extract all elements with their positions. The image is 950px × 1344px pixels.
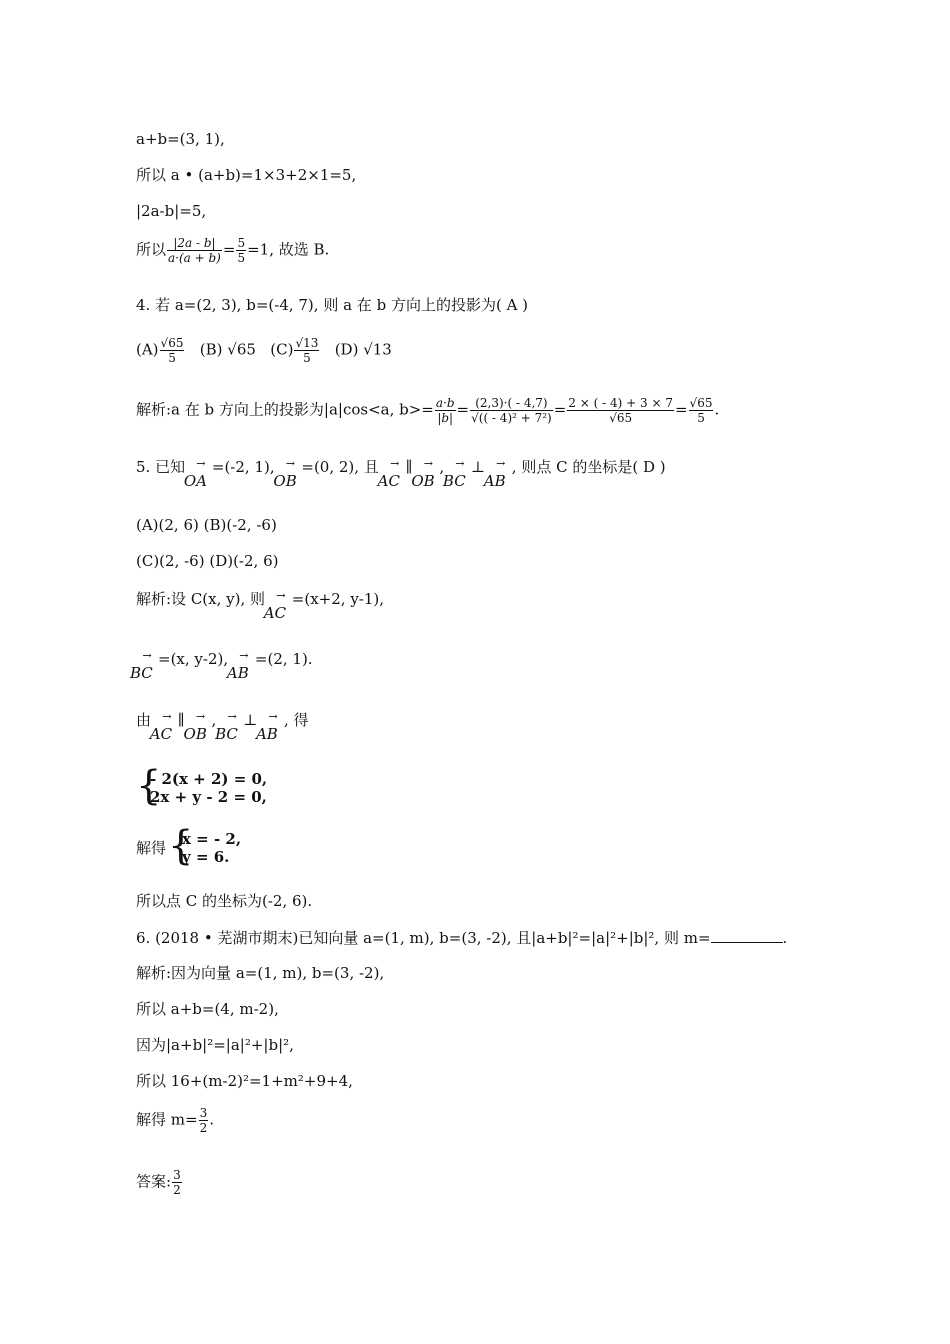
brace-icon: {: [168, 823, 194, 869]
system2-eq2: y = 6.: [182, 848, 230, 866]
vector-BC: → BC: [442, 457, 466, 490]
vector-AB-sol3: → AB: [255, 710, 278, 743]
line-norm: |2a-b|=5,: [136, 202, 207, 220]
opt-b-value: √65: [227, 340, 256, 359]
q5-sol3-prefix: 由: [136, 711, 152, 729]
system1-eq2: 2x + y - 2 = 0,: [150, 788, 267, 806]
system2-prefix: 解得: [136, 839, 167, 857]
answer-fraction: [172, 1168, 182, 1197]
vector-AC-sol: → AC: [263, 589, 287, 622]
opt-a-num: √65: [160, 336, 184, 350]
answer-prefix: 答案:: [136, 1172, 172, 1191]
q4-f3-den: √65: [609, 411, 633, 425]
q6-period: .: [782, 929, 788, 947]
question-4: 4. 若 a=(2, 3), b=(-4, 7), 则 a 在 b 方向上的投影为( A ): [136, 296, 529, 314]
opt-a-den: 5: [168, 351, 176, 365]
q4-f4-num: √65: [689, 396, 713, 410]
q4-frac-3: [567, 396, 674, 425]
answer-num: 3: [173, 1168, 181, 1182]
opt-c-num: √13: [295, 336, 319, 350]
opt-c-den: 5: [303, 351, 311, 365]
opt-a-label: (A): [136, 340, 159, 359]
vector-BC-sol: → BC: [130, 649, 153, 682]
system2-eq1: x = - 2,: [182, 830, 242, 848]
vector-AC: → AC: [377, 457, 400, 490]
q4-f2-num: (2,3)·( - 4,7): [470, 396, 553, 411]
q6-solution-1: 解析:因为向量 a=(1, m), b=(3, -2),: [136, 964, 385, 982]
q5-sol2-ab: =(2, 1).: [254, 650, 313, 668]
q5-oa-value: =(-2, 1),: [211, 458, 275, 476]
opt-d-value: √13: [363, 340, 392, 359]
vector-OB: → OB: [273, 457, 297, 490]
vector-BC-sol3: → BC: [215, 710, 238, 743]
q5-sol3-comma: ,: [211, 711, 217, 729]
q5-solution-2: [130, 649, 313, 682]
question-5-options-1: (A)(2, 6) (B)(-2, -6): [136, 516, 277, 534]
q4-f4-den: 5: [697, 411, 705, 425]
vector-AB: → AB: [483, 457, 506, 490]
ratio-num2: 5: [237, 236, 246, 250]
equation-system-2: [136, 823, 336, 870]
vector-OB-sol3: → OB: [183, 710, 207, 743]
question-5-options-2: (C)(2, -6) (D)(-2, 6): [136, 552, 279, 570]
ratio-eq: =: [222, 240, 236, 259]
q4-f1-den: |b|: [437, 411, 454, 425]
q6-solution-4: 所以 16+(m-2)²=1+m²+9+4,: [136, 1072, 353, 1090]
ratio-den2: 5: [237, 251, 246, 265]
q6-text: 6. (2018 • 芜湖市期末)已知向量 a=(1, m), b=(3, -2), 且|a+b|²=|a|²+|b|², 则 m=: [136, 929, 711, 947]
opt-c-fraction: [294, 336, 319, 365]
question-4-options: [136, 336, 392, 365]
vector-OB-2: → OB: [411, 457, 435, 490]
q5-sol1-prefix: 解析:设 C(x, y), 则: [136, 590, 266, 608]
question-4-solution: 解析:a 在 b 方向上的投影为|a|cos<a, b>= $\frac{a\cdot b}{|b|}$ = $\frac{(2,3)\cdot( - 4,7)}{\text{√(( - 4)² + 7²)}}$ = $\frac{2 \times ( - 4) + 3 \times 7}{√65}$ = $\frac{√65}{5}$ .: [136, 396, 720, 425]
q5-parallel: ∥: [405, 458, 413, 476]
q5-suffix: , 则点 C 的坐标是( D ): [511, 458, 666, 476]
q5-prefix: 5. 已知: [136, 458, 186, 476]
q4-f1-num: a·b: [435, 396, 455, 410]
line-a-plus-b: a+b=(3, 1),: [136, 130, 225, 148]
q5-sol3-parallel: ∥: [177, 711, 185, 729]
q6-solution-3: 因为|a+b|²=|a|²+|b|²,: [136, 1036, 294, 1054]
question-5: [136, 457, 666, 490]
question-6: [136, 928, 787, 947]
line-dot-product: 所以 a • (a+b)=1×3+2×1=5,: [136, 166, 357, 184]
q5-sol3-suffix: , 得: [283, 711, 309, 729]
answer-blank: [711, 928, 783, 943]
q4-solution-prefix: 解析:a 在 b 方向上的投影为|a|cos<a, b>=: [136, 400, 434, 419]
vector-AB-sol: → AB: [226, 649, 249, 682]
ratio-fraction: [167, 236, 222, 265]
q4-frac-4: [689, 396, 714, 425]
q4-frac-1: [435, 396, 456, 425]
q6-s5-den: 2: [199, 1121, 208, 1135]
q5-conclusion: 所以点 C 的坐标为(-2, 6).: [136, 892, 313, 910]
vector-OA: → OA: [183, 457, 208, 490]
opt-a-fraction: [160, 336, 185, 365]
q5-sol2-bc: =(x, y-2),: [158, 650, 229, 668]
q6-s5-prefix: 解得 m=: [136, 1110, 198, 1129]
system1-eq1: - 2(x + 2) = 0,: [150, 770, 268, 788]
equation-system-1: [136, 763, 336, 810]
ratio-prefix: 所以: [136, 240, 167, 259]
opt-d-label: (D): [334, 340, 359, 359]
answer-line: [136, 1168, 183, 1197]
q4-frac-2: [470, 396, 553, 425]
q5-comma: ,: [439, 458, 445, 476]
answer-den: 2: [173, 1183, 181, 1197]
q5-sol3-perp: ⊥: [243, 711, 258, 729]
ratio-denominator: a·(a + b): [168, 251, 221, 265]
opt-b-label: (B): [199, 340, 223, 359]
ratio-numerator: |2a - b|: [167, 236, 222, 251]
q5-ob-value: =(0, 2), 且: [301, 458, 379, 476]
opt-c-label: (C): [270, 340, 294, 359]
brace-icon: {: [136, 763, 162, 809]
line-ratio: [136, 236, 329, 265]
q5-sol1-value: =(x+2, y-1),: [291, 590, 385, 608]
q4-f2-den: √(( - 4)² + 7²): [471, 411, 552, 425]
q4-f3-num: 2 × ( - 4) + 3 × 7: [568, 396, 673, 410]
ratio-suffix: =1, 故选 B.: [247, 240, 330, 259]
vector-AC-sol3: → AC: [149, 710, 173, 743]
ratio-fraction-2: [236, 236, 246, 265]
q6-s5-num: 3: [199, 1106, 208, 1120]
q5-solution-3: [136, 710, 309, 743]
q6-s5-fraction: [199, 1106, 209, 1135]
q6-solution-2: 所以 a+b=(4, m-2),: [136, 1000, 279, 1018]
q6-solution-5: [136, 1106, 214, 1135]
q6-s5-suffix: .: [209, 1110, 214, 1129]
q5-solution-1: [136, 589, 385, 622]
q5-perp: ⊥: [470, 458, 485, 476]
